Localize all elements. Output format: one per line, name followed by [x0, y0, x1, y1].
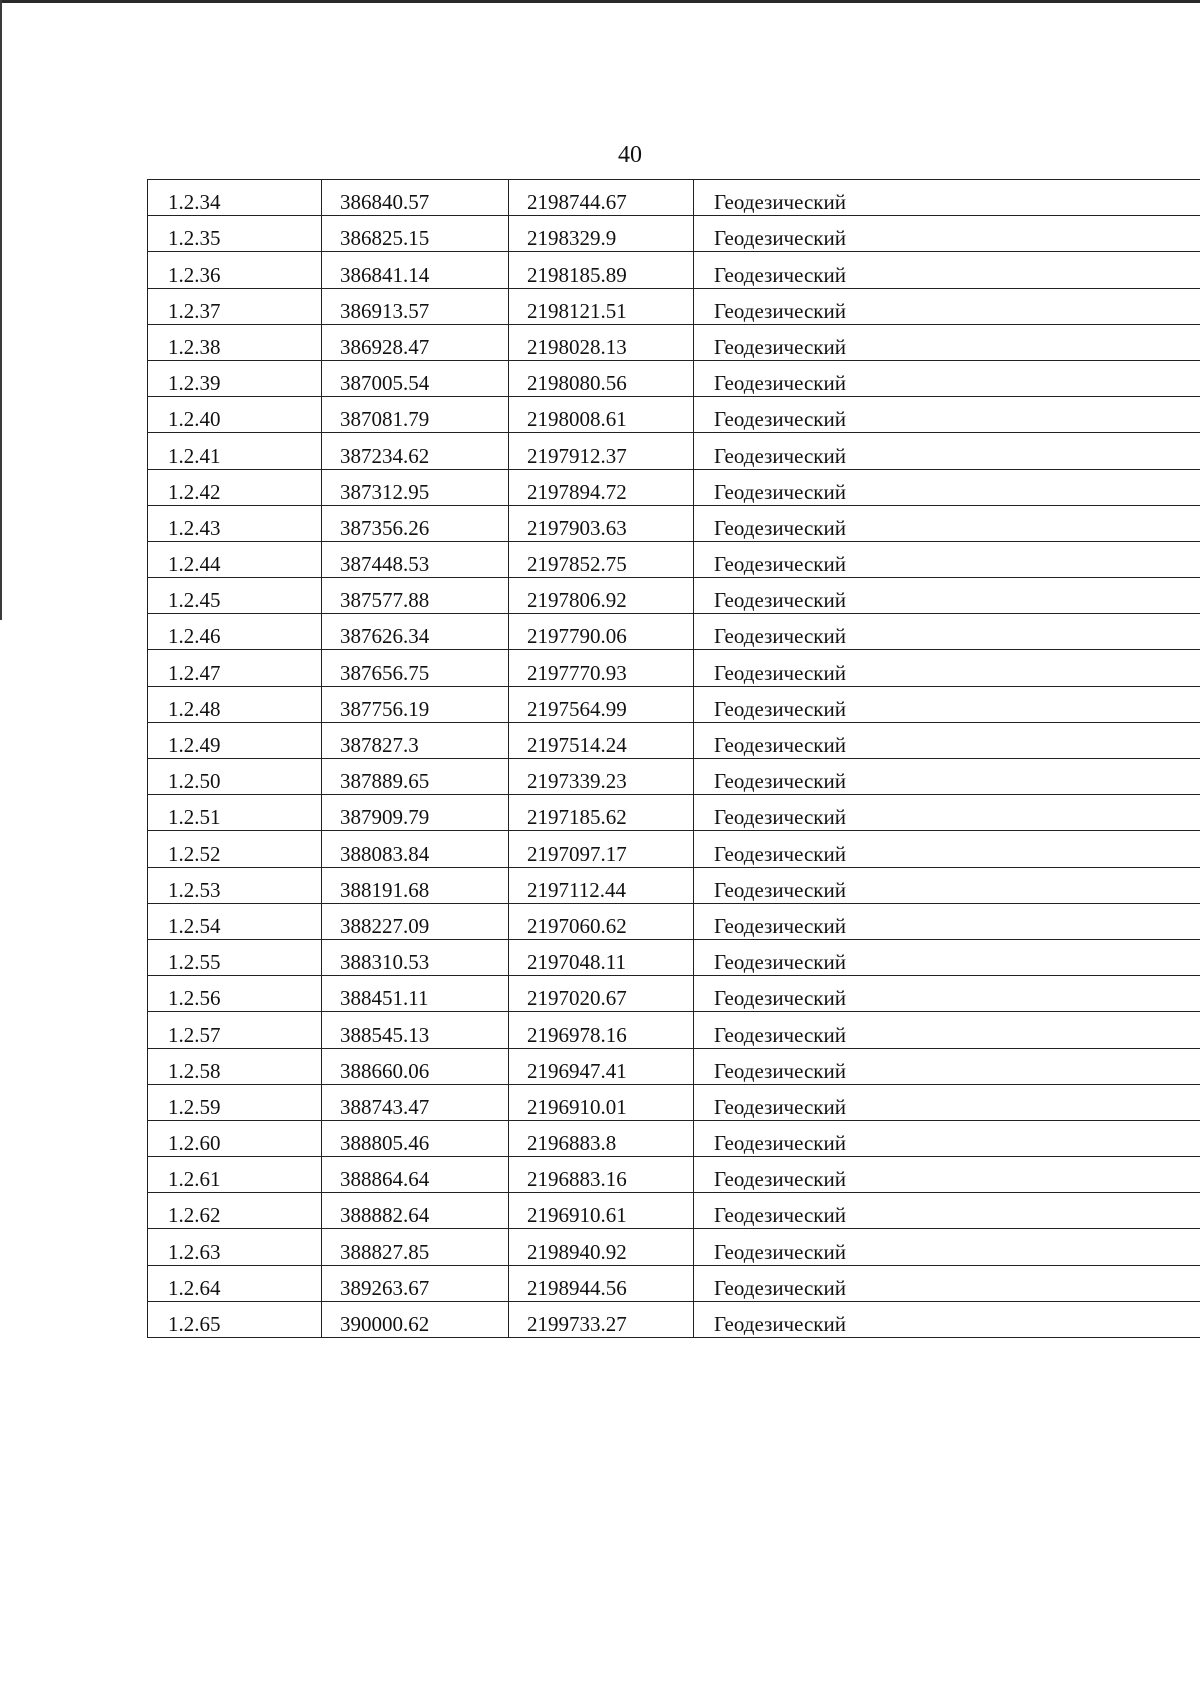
y-coordinate-cell-text: 2197806.92 — [527, 588, 627, 613]
x-coordinate-cell-text: 388083.84 — [340, 841, 430, 866]
y-coordinate-cell-text: 2197903.63 — [527, 515, 627, 540]
y-coordinate-cell — [509, 1084, 694, 1120]
y-coordinate-cell — [509, 541, 694, 577]
method-type-cell-text: Геодезический — [714, 913, 846, 938]
table-row — [148, 324, 1200, 360]
y-coordinate-cell-text: 2197020.67 — [527, 986, 627, 1011]
method-type-cell-text: Геодезический — [714, 1312, 846, 1336]
y-coordinate-cell — [509, 1048, 694, 1084]
method-type-cell-text: Геодезический — [714, 986, 846, 1011]
x-coordinate-cell — [322, 1265, 509, 1301]
point-number-cell — [148, 722, 322, 758]
y-coordinate-cell — [509, 505, 694, 541]
x-coordinate-cell — [322, 505, 509, 541]
method-type-cell-text: Геодезический — [714, 1167, 846, 1192]
table-row — [148, 976, 1200, 1012]
scan-edge-left — [0, 0, 2, 620]
method-type-cell — [694, 324, 1200, 360]
method-type-cell-text: Геодезический — [714, 660, 846, 685]
table-row — [148, 216, 1200, 252]
x-coordinate-cell — [322, 1157, 509, 1193]
table-row — [148, 360, 1200, 396]
method-type-cell — [694, 288, 1200, 324]
method-type-cell-text: Геодезический — [714, 950, 846, 975]
point-number-cell-text: 1.2.44 — [168, 552, 221, 577]
table-row — [148, 614, 1200, 650]
x-coordinate-cell — [322, 1301, 509, 1337]
x-coordinate-cell-text: 386913.57 — [340, 298, 430, 323]
point-number-cell-text: 1.2.64 — [168, 1275, 221, 1300]
point-number-cell-text: 1.2.39 — [168, 371, 221, 396]
x-coordinate-cell-text: 388827.85 — [340, 1239, 430, 1264]
x-coordinate-cell — [322, 1084, 509, 1120]
method-type-cell — [694, 180, 1200, 216]
point-number-cell — [148, 288, 322, 324]
method-type-cell-text: Геодезический — [714, 1022, 846, 1047]
y-coordinate-cell-text: 2197790.06 — [527, 624, 627, 649]
point-number-cell-text: 1.2.38 — [168, 334, 221, 359]
method-type-cell-text: Геодезический — [714, 624, 846, 649]
table-row — [148, 1229, 1200, 1265]
x-coordinate-cell-text: 387827.3 — [340, 733, 419, 757]
y-coordinate-cell — [509, 831, 694, 867]
y-coordinate-cell-text: 2196910.01 — [527, 1094, 627, 1119]
y-coordinate-cell-text: 2198944.56 — [527, 1275, 627, 1300]
x-coordinate-cell-text: 387312.95 — [340, 479, 430, 504]
coordinates-table — [147, 179, 1200, 1338]
y-coordinate-cell — [509, 976, 694, 1012]
x-coordinate-cell — [322, 614, 509, 650]
x-coordinate-cell — [322, 252, 509, 288]
method-type-cell — [694, 1193, 1200, 1229]
table-row — [148, 1157, 1200, 1193]
x-coordinate-cell — [322, 722, 509, 758]
point-number-cell — [148, 1301, 322, 1337]
point-number-cell-text: 1.2.60 — [168, 1131, 221, 1156]
y-coordinate-cell — [509, 650, 694, 686]
method-type-cell — [694, 903, 1200, 939]
method-type-cell-text: Геодезический — [714, 1275, 846, 1300]
x-coordinate-cell-text: 387889.65 — [340, 769, 430, 794]
point-number-cell-text: 1.2.47 — [168, 660, 221, 685]
x-coordinate-cell-text: 387234.62 — [340, 443, 430, 468]
point-number-cell-text: 1.2.40 — [168, 407, 221, 432]
y-coordinate-cell-text: 2197514.24 — [527, 733, 627, 757]
table-row — [148, 1193, 1200, 1229]
y-coordinate-cell-text: 2197912.37 — [527, 443, 627, 468]
x-coordinate-cell — [322, 541, 509, 577]
method-type-cell-text: Геодезический — [714, 190, 846, 215]
x-coordinate-cell-text: 388310.53 — [340, 950, 430, 975]
x-coordinate-cell — [322, 324, 509, 360]
y-coordinate-cell — [509, 1157, 694, 1193]
table-row — [148, 397, 1200, 433]
y-coordinate-cell-text: 2197852.75 — [527, 552, 627, 577]
point-number-cell — [148, 1229, 322, 1265]
table-row — [148, 578, 1200, 614]
point-number-cell-text: 1.2.41 — [168, 443, 221, 468]
table-row — [148, 722, 1200, 758]
y-coordinate-cell — [509, 1120, 694, 1156]
point-number-cell-text: 1.2.55 — [168, 950, 221, 975]
method-type-cell — [694, 1048, 1200, 1084]
method-type-cell — [694, 216, 1200, 252]
method-type-cell-text: Геодезический — [714, 334, 846, 359]
y-coordinate-cell-text: 2198329.9 — [527, 226, 617, 251]
y-coordinate-cell-text: 2196947.41 — [527, 1058, 627, 1083]
y-coordinate-cell — [509, 469, 694, 505]
x-coordinate-cell-text: 387356.26 — [340, 515, 430, 540]
x-coordinate-cell — [322, 1229, 509, 1265]
point-number-cell — [148, 1157, 322, 1193]
point-number-cell-text: 1.2.49 — [168, 733, 221, 757]
point-number-cell-text: 1.2.54 — [168, 913, 221, 938]
point-number-cell — [148, 614, 322, 650]
y-coordinate-cell-text: 2197048.11 — [527, 950, 626, 975]
x-coordinate-cell-text: 388660.06 — [340, 1058, 430, 1083]
page-number: 40 — [618, 142, 642, 168]
x-coordinate-cell — [322, 867, 509, 903]
point-number-cell-text: 1.2.56 — [168, 986, 221, 1011]
point-number-cell-text: 1.2.52 — [168, 841, 221, 866]
x-coordinate-cell — [322, 1193, 509, 1229]
method-type-cell — [694, 1301, 1200, 1337]
y-coordinate-cell — [509, 180, 694, 216]
y-coordinate-cell-text: 2197097.17 — [527, 841, 627, 866]
point-number-cell — [148, 216, 322, 252]
method-type-cell — [694, 397, 1200, 433]
method-type-cell — [694, 505, 1200, 541]
x-coordinate-cell-text: 388191.68 — [340, 877, 430, 902]
x-coordinate-cell — [322, 650, 509, 686]
method-type-cell-text: Геодезический — [714, 479, 846, 504]
x-coordinate-cell — [322, 1120, 509, 1156]
x-coordinate-cell-text: 387756.19 — [340, 696, 430, 721]
point-number-cell-text: 1.2.61 — [168, 1167, 221, 1192]
y-coordinate-cell-text: 2197564.99 — [527, 696, 627, 721]
x-coordinate-cell — [322, 1012, 509, 1048]
table-row — [148, 252, 1200, 288]
table-row — [148, 288, 1200, 324]
point-number-cell-text: 1.2.36 — [168, 262, 221, 287]
point-number-cell — [148, 1193, 322, 1229]
x-coordinate-cell — [322, 397, 509, 433]
x-coordinate-cell-text: 386825.15 — [340, 226, 430, 251]
x-coordinate-cell-text: 387081.79 — [340, 407, 430, 432]
y-coordinate-cell-text: 2199733.27 — [527, 1312, 627, 1336]
y-coordinate-cell — [509, 360, 694, 396]
x-coordinate-cell-text: 388545.13 — [340, 1022, 430, 1047]
coordinates-table-body — [148, 180, 1200, 1338]
x-coordinate-cell-text: 387577.88 — [340, 588, 430, 613]
y-coordinate-cell — [509, 1301, 694, 1337]
method-type-cell-text: Геодезический — [714, 588, 846, 613]
y-coordinate-cell — [509, 216, 694, 252]
x-coordinate-cell-text: 388805.46 — [340, 1131, 430, 1156]
y-coordinate-cell-text: 2197060.62 — [527, 913, 627, 938]
point-number-cell — [148, 324, 322, 360]
method-type-cell-text: Геодезический — [714, 1239, 846, 1264]
point-number-cell-text: 1.2.37 — [168, 298, 221, 323]
x-coordinate-cell — [322, 469, 509, 505]
y-coordinate-cell — [509, 397, 694, 433]
point-number-cell-text: 1.2.50 — [168, 769, 221, 794]
point-number-cell — [148, 795, 322, 831]
method-type-cell — [694, 686, 1200, 722]
table-row — [148, 1265, 1200, 1301]
table-row — [148, 831, 1200, 867]
y-coordinate-cell — [509, 1229, 694, 1265]
method-type-cell — [694, 252, 1200, 288]
method-type-cell — [694, 976, 1200, 1012]
table-row — [148, 650, 1200, 686]
x-coordinate-cell — [322, 433, 509, 469]
table-row — [148, 867, 1200, 903]
x-coordinate-cell — [322, 1048, 509, 1084]
y-coordinate-cell-text: 2197894.72 — [527, 479, 627, 504]
method-type-cell-text: Геодезический — [714, 696, 846, 721]
method-type-cell — [694, 1084, 1200, 1120]
point-number-cell — [148, 903, 322, 939]
method-type-cell — [694, 722, 1200, 758]
x-coordinate-cell-text: 387626.34 — [340, 624, 430, 649]
point-number-cell — [148, 1265, 322, 1301]
y-coordinate-cell — [509, 795, 694, 831]
point-number-cell-text: 1.2.63 — [168, 1239, 221, 1264]
point-number-cell — [148, 541, 322, 577]
point-number-cell-text: 1.2.59 — [168, 1094, 221, 1119]
method-type-cell — [694, 1265, 1200, 1301]
x-coordinate-cell — [322, 216, 509, 252]
point-number-cell — [148, 759, 322, 795]
point-number-cell-text: 1.2.43 — [168, 515, 221, 540]
method-type-cell — [694, 1012, 1200, 1048]
x-coordinate-cell — [322, 831, 509, 867]
table-row — [148, 759, 1200, 795]
x-coordinate-cell — [322, 180, 509, 216]
x-coordinate-cell-text: 388882.64 — [340, 1203, 430, 1228]
x-coordinate-cell-text: 387656.75 — [340, 660, 430, 685]
point-number-cell — [148, 1120, 322, 1156]
point-number-cell — [148, 1048, 322, 1084]
x-coordinate-cell — [322, 288, 509, 324]
y-coordinate-cell — [509, 433, 694, 469]
method-type-cell-text: Геодезический — [714, 877, 846, 902]
x-coordinate-cell-text: 387005.54 — [340, 371, 430, 396]
x-coordinate-cell — [322, 759, 509, 795]
y-coordinate-cell — [509, 324, 694, 360]
y-coordinate-cell-text: 2196910.61 — [527, 1203, 627, 1228]
y-coordinate-cell-text: 2198121.51 — [527, 298, 627, 323]
method-type-cell-text: Геодезический — [714, 262, 846, 287]
point-number-cell — [148, 360, 322, 396]
table-row — [148, 541, 1200, 577]
method-type-cell-text: Геодезический — [714, 443, 846, 468]
y-coordinate-cell — [509, 578, 694, 614]
y-coordinate-cell — [509, 867, 694, 903]
method-type-cell — [694, 939, 1200, 975]
method-type-cell — [694, 578, 1200, 614]
method-type-cell — [694, 650, 1200, 686]
method-type-cell — [694, 1157, 1200, 1193]
y-coordinate-cell-text: 2198940.92 — [527, 1239, 627, 1264]
method-type-cell-text: Геодезический — [714, 515, 846, 540]
y-coordinate-cell-text: 2197770.93 — [527, 660, 627, 685]
point-number-cell — [148, 433, 322, 469]
method-type-cell — [694, 831, 1200, 867]
table-row — [148, 686, 1200, 722]
x-coordinate-cell — [322, 578, 509, 614]
table-row — [148, 1301, 1200, 1337]
method-type-cell-text: Геодезический — [714, 407, 846, 432]
point-number-cell-text: 1.2.34 — [168, 190, 221, 215]
method-type-cell — [694, 1120, 1200, 1156]
y-coordinate-cell — [509, 903, 694, 939]
x-coordinate-cell-text: 386840.57 — [340, 190, 430, 215]
point-number-cell — [148, 1012, 322, 1048]
table-row — [148, 505, 1200, 541]
point-number-cell-text: 1.2.42 — [168, 479, 221, 504]
y-coordinate-cell-text: 2196883.16 — [527, 1167, 627, 1192]
point-number-cell-text: 1.2.35 — [168, 226, 221, 251]
method-type-cell — [694, 795, 1200, 831]
x-coordinate-cell — [322, 903, 509, 939]
method-type-cell — [694, 1229, 1200, 1265]
method-type-cell-text: Геодезический — [714, 552, 846, 577]
point-number-cell — [148, 867, 322, 903]
point-number-cell-text: 1.2.57 — [168, 1022, 221, 1047]
table-row — [148, 469, 1200, 505]
point-number-cell-text: 1.2.46 — [168, 624, 221, 649]
x-coordinate-cell-text: 390000.62 — [340, 1312, 430, 1336]
point-number-cell — [148, 650, 322, 686]
y-coordinate-cell-text: 2198080.56 — [527, 371, 627, 396]
x-coordinate-cell-text: 386928.47 — [340, 334, 430, 359]
table-row — [148, 433, 1200, 469]
method-type-cell-text: Геодезический — [714, 733, 846, 757]
y-coordinate-cell-text: 2198008.61 — [527, 407, 627, 432]
y-coordinate-cell-text: 2198028.13 — [527, 334, 627, 359]
table-row — [148, 1084, 1200, 1120]
x-coordinate-cell-text: 388451.11 — [340, 986, 429, 1011]
method-type-cell-text: Геодезический — [714, 1094, 846, 1119]
x-coordinate-cell — [322, 795, 509, 831]
x-coordinate-cell — [322, 939, 509, 975]
method-type-cell-text: Геодезический — [714, 841, 846, 866]
x-coordinate-cell-text: 388864.64 — [340, 1167, 430, 1192]
method-type-cell-text: Геодезический — [714, 805, 846, 830]
method-type-cell-text: Геодезический — [714, 1058, 846, 1083]
table-row — [148, 1120, 1200, 1156]
table-row — [148, 903, 1200, 939]
method-type-cell-text: Геодезический — [714, 298, 846, 323]
method-type-cell-text: Геодезический — [714, 371, 846, 396]
point-number-cell-text: 1.2.62 — [168, 1203, 221, 1228]
method-type-cell-text: Геодезический — [714, 1203, 846, 1228]
x-coordinate-cell-text: 387448.53 — [340, 552, 430, 577]
table-row — [148, 795, 1200, 831]
y-coordinate-cell-text: 2196978.16 — [527, 1022, 627, 1047]
point-number-cell — [148, 397, 322, 433]
point-number-cell-text: 1.2.45 — [168, 588, 221, 613]
method-type-cell — [694, 469, 1200, 505]
y-coordinate-cell-text: 2197339.23 — [527, 769, 627, 794]
x-coordinate-cell-text: 387909.79 — [340, 805, 430, 830]
table-row — [148, 939, 1200, 975]
method-type-cell — [694, 360, 1200, 396]
method-type-cell-text: Геодезический — [714, 1131, 846, 1156]
method-type-cell — [694, 541, 1200, 577]
point-number-cell — [148, 939, 322, 975]
y-coordinate-cell — [509, 722, 694, 758]
table-row — [148, 1012, 1200, 1048]
point-number-cell-text: 1.2.58 — [168, 1058, 221, 1083]
y-coordinate-cell — [509, 759, 694, 795]
y-coordinate-cell — [509, 252, 694, 288]
y-coordinate-cell — [509, 1193, 694, 1229]
point-number-cell-text: 1.2.65 — [168, 1312, 221, 1336]
point-number-cell — [148, 505, 322, 541]
point-number-cell — [148, 976, 322, 1012]
point-number-cell-text: 1.2.51 — [168, 805, 221, 830]
method-type-cell-text: Геодезический — [714, 769, 846, 794]
y-coordinate-cell-text: 2197112.44 — [527, 877, 626, 902]
table-row — [148, 180, 1200, 216]
y-coordinate-cell — [509, 288, 694, 324]
y-coordinate-cell-text: 2196883.8 — [527, 1131, 617, 1156]
method-type-cell — [694, 759, 1200, 795]
point-number-cell — [148, 180, 322, 216]
x-coordinate-cell — [322, 360, 509, 396]
x-coordinate-cell-text: 388743.47 — [340, 1094, 430, 1119]
x-coordinate-cell-text: 386841.14 — [340, 262, 430, 287]
point-number-cell-text: 1.2.53 — [168, 877, 221, 902]
point-number-cell — [148, 1084, 322, 1120]
method-type-cell — [694, 433, 1200, 469]
x-coordinate-cell-text: 388227.09 — [340, 913, 430, 938]
x-coordinate-cell-text: 389263.67 — [340, 1275, 430, 1300]
y-coordinate-cell-text: 2198744.67 — [527, 190, 627, 215]
point-number-cell — [148, 252, 322, 288]
method-type-cell-text: Геодезический — [714, 226, 846, 251]
y-coordinate-cell-text: 2198185.89 — [527, 262, 627, 287]
point-number-cell — [148, 578, 322, 614]
y-coordinate-cell — [509, 614, 694, 650]
x-coordinate-cell — [322, 686, 509, 722]
point-number-cell — [148, 686, 322, 722]
method-type-cell — [694, 867, 1200, 903]
y-coordinate-cell — [509, 939, 694, 975]
y-coordinate-cell-text: 2197185.62 — [527, 805, 627, 830]
table-row — [148, 1048, 1200, 1084]
scan-edge-top — [0, 0, 1200, 3]
y-coordinate-cell — [509, 1265, 694, 1301]
y-coordinate-cell — [509, 686, 694, 722]
method-type-cell — [694, 614, 1200, 650]
point-number-cell — [148, 469, 322, 505]
x-coordinate-cell — [322, 976, 509, 1012]
y-coordinate-cell — [509, 1012, 694, 1048]
point-number-cell — [148, 831, 322, 867]
point-number-cell-text: 1.2.48 — [168, 696, 221, 721]
